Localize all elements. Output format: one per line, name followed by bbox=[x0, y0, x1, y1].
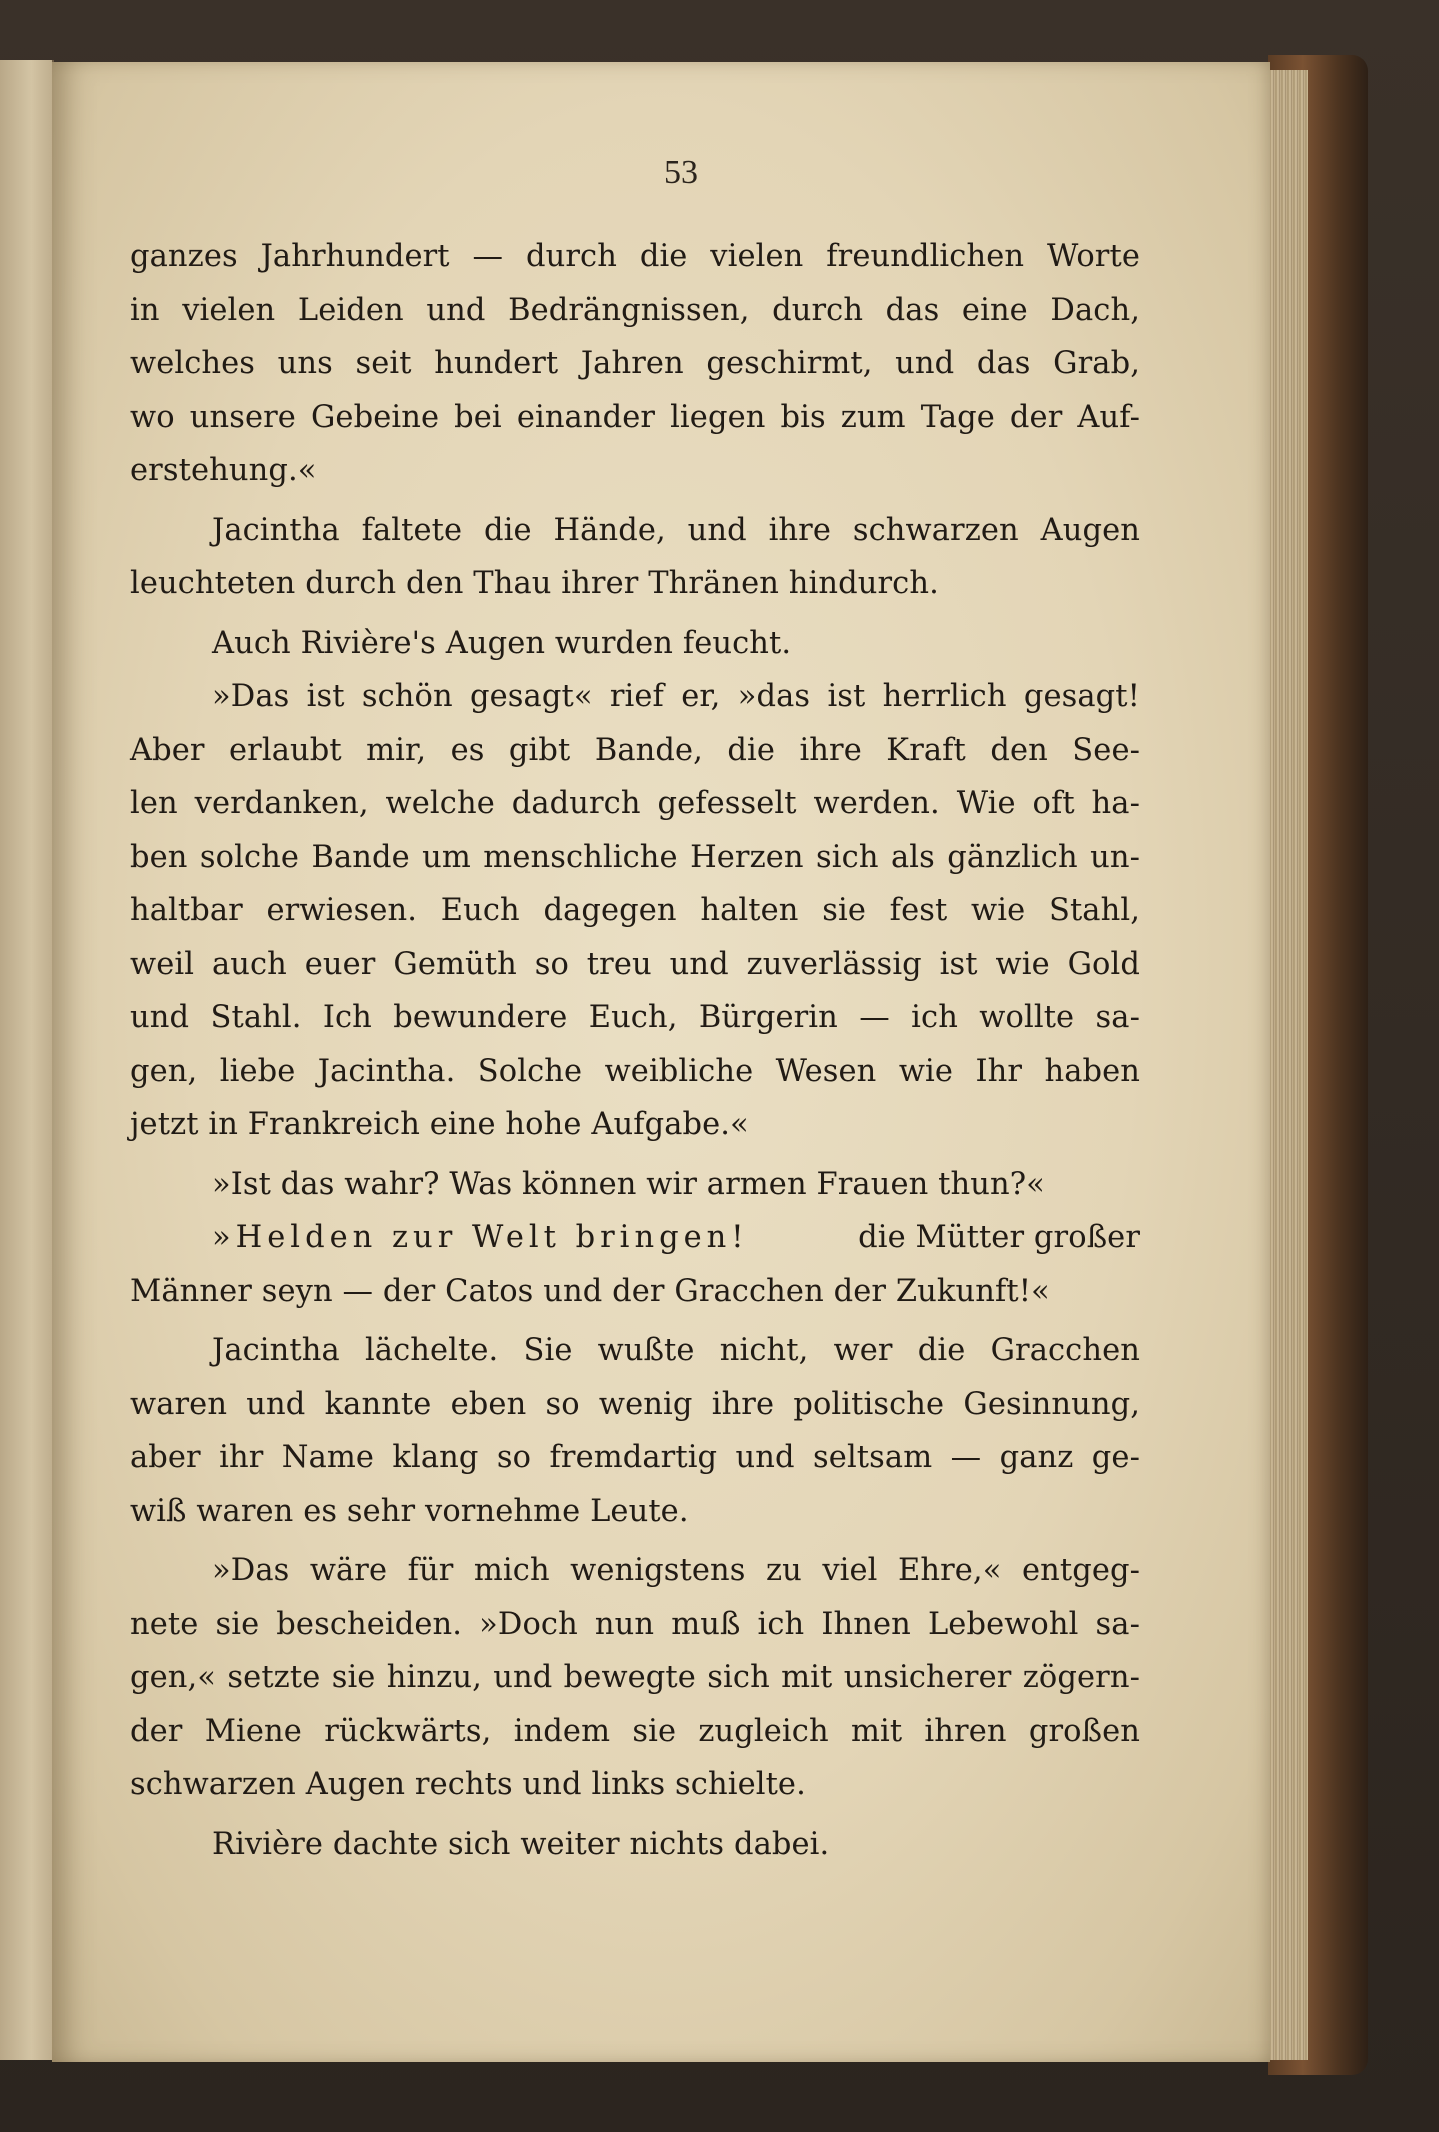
facing-page-edge bbox=[0, 60, 54, 2060]
text-line: Auch Rivière's Augen wurden feucht. bbox=[212, 625, 792, 661]
book-page bbox=[52, 62, 1270, 2062]
text-line: jetzt in Frankreich eine hohe Aufgabe.« bbox=[130, 1107, 749, 1142]
text-line: haltbar erwiesen. Euch dagegen halten sie fest wie Stahl, bbox=[130, 893, 1140, 928]
text-line: der Miene rückwärts, indem sie zugleich mit ihren großen bbox=[130, 1713, 1140, 1749]
text-line: ben solche Bande um menschliche Herzen sich als gänzlich un- bbox=[130, 839, 1140, 875]
text-line: waren und kannte eben so wenig ihre politische Gesinnung, bbox=[130, 1386, 1140, 1422]
text-line: gen,« setzte sie hinzu, und bewegte sich mit unsicherer zögern- bbox=[130, 1660, 1140, 1695]
page-text bbox=[130, 230, 1140, 1871]
text-line: Rivière dachte sich weiter nichts dabei. bbox=[212, 1826, 830, 1862]
text-line: aber ihr Name klang so fremdartig und seltsam — ganz ge- bbox=[130, 1440, 1140, 1475]
text-line: Männer seyn — der Catos und der Gracchen der Zukunft!« bbox=[130, 1273, 1050, 1309]
text-line: »Das ist schön gesagt« rief er, »das ist herrlich gesagt! bbox=[212, 679, 1140, 714]
text-line: erstehung.« bbox=[130, 453, 317, 488]
text-line: schwarzen Augen rechts und links schielte. bbox=[130, 1767, 806, 1802]
text-line: »Das wäre für mich wenigstens zu viel Ehre,« entgeg- bbox=[212, 1553, 1140, 1588]
text-line: »Ist das wahr? Was können wir armen Frauen thun?« bbox=[212, 1166, 1045, 1202]
text-line: Aber erlaubt mir, es gibt Bande, die ihre Kraft den See- bbox=[130, 732, 1140, 768]
text-line-end: die Mütter großer bbox=[858, 1220, 1140, 1255]
text-line: nete sie bescheiden. »Doch nun muß ich Ihnen Lebewohl sa- bbox=[130, 1606, 1140, 1642]
text-line: und Stahl. Ich bewundere Euch, Bürgerin — ich wollte sa- bbox=[130, 1000, 1140, 1035]
page-number: 53 bbox=[664, 154, 698, 191]
text-line: Jacintha faltete die Hände, und ihre schwarzen Augen bbox=[212, 512, 1140, 548]
text-line: ganzes Jahrhundert — durch die vielen freundlichen Worte bbox=[130, 239, 1140, 274]
text-line: gen, liebe Jacintha. Solche weibliche Wesen wie Ihr haben bbox=[130, 1053, 1140, 1089]
page-stack-edges bbox=[1268, 70, 1308, 2060]
text-line: len verdanken, welche dadurch gefesselt werden. Wie oft ha- bbox=[130, 786, 1140, 821]
text-line: weil auch euer Gemüth so treu und zuverlässig ist wie Gold bbox=[130, 946, 1140, 982]
text-line: wiß waren es sehr vornehme Leute. bbox=[130, 1493, 689, 1529]
text-line bbox=[130, 1211, 1140, 1265]
text-line: welches uns seit hundert Jahren geschirmt, und das Grab, bbox=[130, 346, 1140, 381]
text-line: Jacintha lächelte. Sie wußte nicht, wer die Gracchen bbox=[212, 1333, 1140, 1368]
text-line: wo unsere Gebeine bei einander liegen bis zum Tage der Auf- bbox=[130, 399, 1140, 435]
emphasis-phrase: »Helden zur Welt bringen! bbox=[212, 1220, 749, 1255]
text-line: leuchteten durch den Thau ihrer Thränen hindurch. bbox=[130, 566, 939, 601]
text-line: in vielen Leiden und Bedrängnissen, durch das eine Dach, bbox=[130, 292, 1140, 328]
